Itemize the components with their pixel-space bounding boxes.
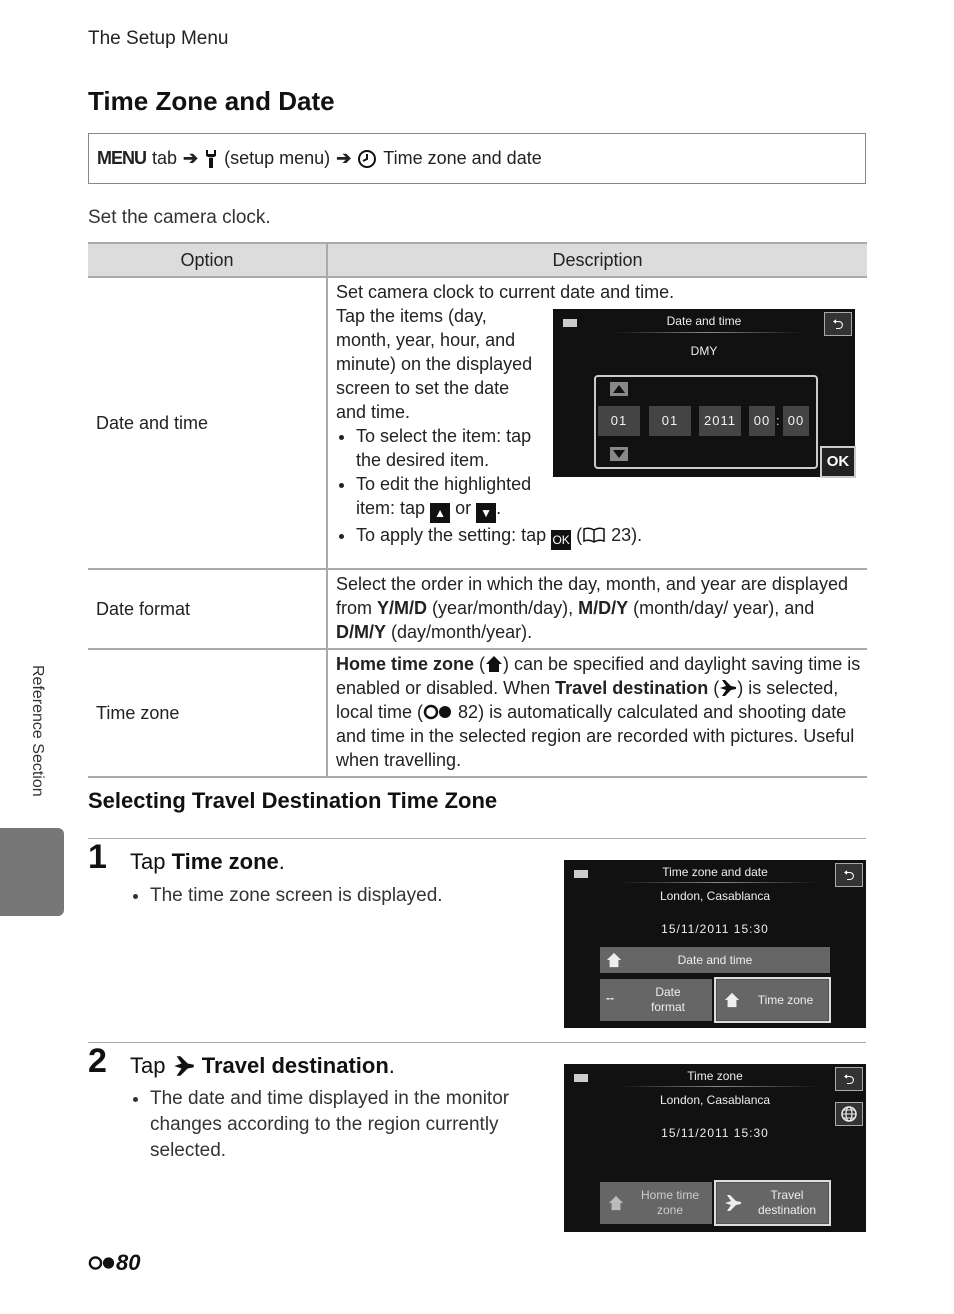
bullet-select: • To select the item: tap the desired item. xyxy=(356,424,536,472)
up-arrow-icon: ▲ xyxy=(430,503,450,523)
intro-text: Set the camera clock. xyxy=(88,207,271,228)
travel-destination-button[interactable]: Travel destination xyxy=(714,1180,831,1226)
home-icon xyxy=(608,1195,624,1211)
year-field[interactable]: 2011 xyxy=(699,406,741,436)
home-icon xyxy=(606,952,622,968)
arrow-icon: ➔ xyxy=(336,148,352,168)
desc-date-format: Select the order in which the day, month, and year are displayed from Y/M/D (year/month/day), M/D/Y (month/day/ year), and D/M/Y (day/month/year). xyxy=(327,569,867,649)
date-format-button[interactable]: -- Date format xyxy=(600,979,712,1021)
minute-field[interactable]: 00 xyxy=(783,406,809,436)
page-title: Time Zone and Date xyxy=(88,86,335,116)
day-field[interactable]: 01 xyxy=(598,406,640,436)
clock-icon xyxy=(357,149,377,169)
home-city: London, Casablanca xyxy=(659,889,771,903)
option-date-and-time: Date and time xyxy=(88,277,327,569)
date-and-time-button[interactable]: Date and time xyxy=(600,947,830,973)
col-description: Description xyxy=(327,243,867,277)
camera-screen-time-zone xyxy=(564,1064,866,1232)
step-1-bullets xyxy=(130,883,545,909)
down-arrow-button[interactable] xyxy=(610,447,628,461)
bullet-apply: • To apply the setting: tap OK ( 23). xyxy=(356,523,861,550)
screen-title: Time zone xyxy=(687,1069,743,1083)
home-icon xyxy=(485,655,503,673)
desc-para: Tap the items (day, month, year, hour, and minute) on the displayed screen to set the date and time. xyxy=(336,306,533,422)
globe-icon xyxy=(840,1105,858,1123)
book-icon xyxy=(582,527,606,543)
step-2-number: 2 xyxy=(88,1042,107,1080)
desc-time-zone: Home time zone ( ) can be specified and daylight saving time is enabled or disabled. When Travel destination ( ) is selected, local time ( 82) is automatically calculated and shooting date and time in the selected region are recorded with pictures. Useful when travelling. xyxy=(327,649,867,777)
airplane-icon xyxy=(172,1055,196,1077)
back-button[interactable]: ⮌ xyxy=(835,863,863,887)
step-2-bullet: • The date and time displayed in the monitor changes according to the region currently selected. xyxy=(150,1086,545,1164)
menu-glyph: MENU xyxy=(97,148,146,168)
bullet-edit: • To edit the highlighted item: tap ▲ or ▼ . xyxy=(356,472,536,523)
reference-icon xyxy=(423,704,453,720)
section-header: The Setup Menu xyxy=(88,28,229,49)
current-datetime: 15/11/2011 15:30 xyxy=(661,922,769,936)
section-subheading: Selecting Travel Destination Time Zone xyxy=(88,788,498,813)
back-button[interactable]: ⮌ xyxy=(835,1067,863,1091)
up-arrow-button[interactable] xyxy=(610,382,628,396)
page-number: 80 xyxy=(88,1250,140,1276)
menu-path xyxy=(88,133,866,184)
col-option: Option xyxy=(88,243,327,277)
camera-screen-date-time xyxy=(553,309,855,477)
airplane-icon xyxy=(724,1194,742,1212)
back-button[interactable]: ⮌ xyxy=(824,312,852,336)
table-row xyxy=(88,649,867,777)
camera-screen-time-zone-date xyxy=(564,860,866,1028)
ok-button[interactable]: OK xyxy=(820,446,856,478)
wrench-icon xyxy=(204,149,218,169)
home-time-zone-button[interactable]: Home time zone xyxy=(600,1182,712,1224)
home-icon xyxy=(724,992,740,1008)
path-item: Time zone and date xyxy=(383,148,542,168)
step-1-bullet: • The time zone screen is displayed. xyxy=(150,883,545,909)
home-city: London, Casablanca xyxy=(659,1093,771,1107)
ok-icon: OK xyxy=(551,530,571,550)
hour-field[interactable]: 00 xyxy=(749,406,775,436)
step-1-instruction: Tap Time zone. xyxy=(130,849,285,874)
month-field[interactable]: 01 xyxy=(649,406,691,436)
time-zone-button[interactable]: Time zone xyxy=(714,977,831,1023)
screen-title: Time zone and date xyxy=(662,865,768,879)
airplane-icon xyxy=(719,679,737,697)
date-format-label: DMY xyxy=(690,344,718,358)
step-1-number: 1 xyxy=(88,838,107,876)
time-colon: : xyxy=(776,413,780,428)
side-section-label: Reference Section xyxy=(29,665,46,797)
screen-title: Date and time xyxy=(666,314,742,328)
desc-line: Set camera clock to current date and time. xyxy=(336,282,675,302)
step-2-bullets xyxy=(130,1086,545,1164)
path-tab: tab xyxy=(152,148,178,168)
arrow-icon: ➔ xyxy=(183,148,199,168)
option-date-format: Date format xyxy=(88,569,327,649)
step-2-instruction: Tap Travel destination. xyxy=(130,1053,395,1078)
current-datetime: 15/11/2011 15:30 xyxy=(661,1126,769,1140)
down-arrow-icon: ▼ xyxy=(476,503,496,523)
reference-icon xyxy=(88,1255,116,1271)
path-setup: (setup menu) xyxy=(224,148,331,168)
section-tab xyxy=(0,828,64,916)
option-time-zone: Time zone xyxy=(88,649,327,777)
table-row xyxy=(88,569,867,649)
